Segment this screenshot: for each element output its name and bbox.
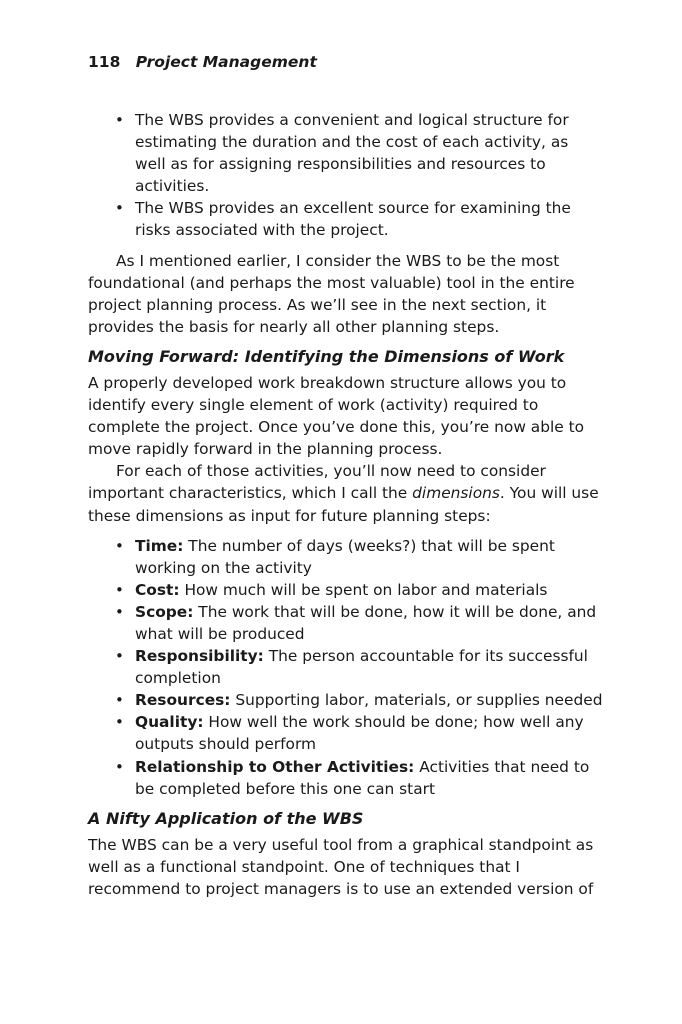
body-text [88, 109, 603, 900]
section-heading-dimensions: Moving Forward: Identifying the Dimensions of Work [88, 346, 565, 366]
list-item-time [135, 535, 603, 579]
running-head [88, 53, 317, 71]
list-item-cost [135, 579, 603, 601]
wbs-benefits-list [88, 109, 603, 242]
paragraph-wbs-activities: A properly developed work breakdown structure allows you to identify every single element of work (activity) required to complete the project. Once you’ve done this, you’re now able to move rapidly forward in the planning process. [88, 373, 585, 459]
definition: Supporting labor, materials, or supplies needed [230, 691, 603, 710]
definition: How much will be spent on labor and materials [179, 580, 548, 599]
paragraph-dimensions-intro [88, 460, 603, 526]
list-item-relationship [135, 756, 603, 800]
definition: How well the work should be done; how well any outputs should perform [135, 713, 584, 754]
list-item: • The WBS provides an excellent source for examining the risks associated with the project. [135, 197, 603, 241]
list-item: • The WBS provides a convenient and logical structure for estimating the duration and the cost of each activity, as well as for assigning responsibilities and resources to activities. [135, 109, 603, 197]
definition: The number of days (weeks?) that will be spent working on the activity [135, 536, 555, 577]
dimensions-list [88, 535, 603, 800]
paragraph-text: For each of those activities, you’ll now need to consider important characteristics, which I call the [88, 462, 546, 503]
definition: Activities that need to be completed before this one can start [135, 757, 590, 798]
term: Relationship to Other Activities: [135, 757, 415, 776]
emphasis-dimensions: dimensions [412, 484, 500, 503]
term: Scope: [135, 602, 194, 621]
term: Responsibility: [135, 647, 264, 666]
page-number: 118 [88, 53, 121, 71]
chapter-title: Project Management [135, 53, 317, 71]
list-item-resources [135, 689, 603, 711]
term: Time: [135, 536, 184, 555]
list-item-scope [135, 601, 603, 645]
definition: The work that will be done, how it will be done, and what will be produced [135, 602, 597, 643]
definition: The person accountable for its successful completion [135, 647, 588, 688]
paragraph-graphical-standpoint: The WBS can be a very useful tool from a graphical standpoint as well as a functional standpoint. One of techniques that I recommend to project managers is to use an extended version of [88, 835, 594, 898]
section-heading-nifty-application: A Nifty Application of the WBS [88, 808, 364, 828]
term: Quality: [135, 713, 204, 732]
term: Cost: [135, 580, 180, 599]
paragraph-text: . You will use these dimensions as input for future planning steps: [88, 484, 599, 525]
term: Resources: [135, 691, 231, 710]
list-item-quality [135, 711, 603, 755]
paragraph-foundational: As I mentioned earlier, I consider the WBS to be the most foundational (and perhaps the most valuable) tool in the entire project planning process. As we’ll see in the next section, it provides the basis for nearly all other planning steps. [88, 251, 575, 336]
list-item-responsibility [135, 645, 603, 689]
